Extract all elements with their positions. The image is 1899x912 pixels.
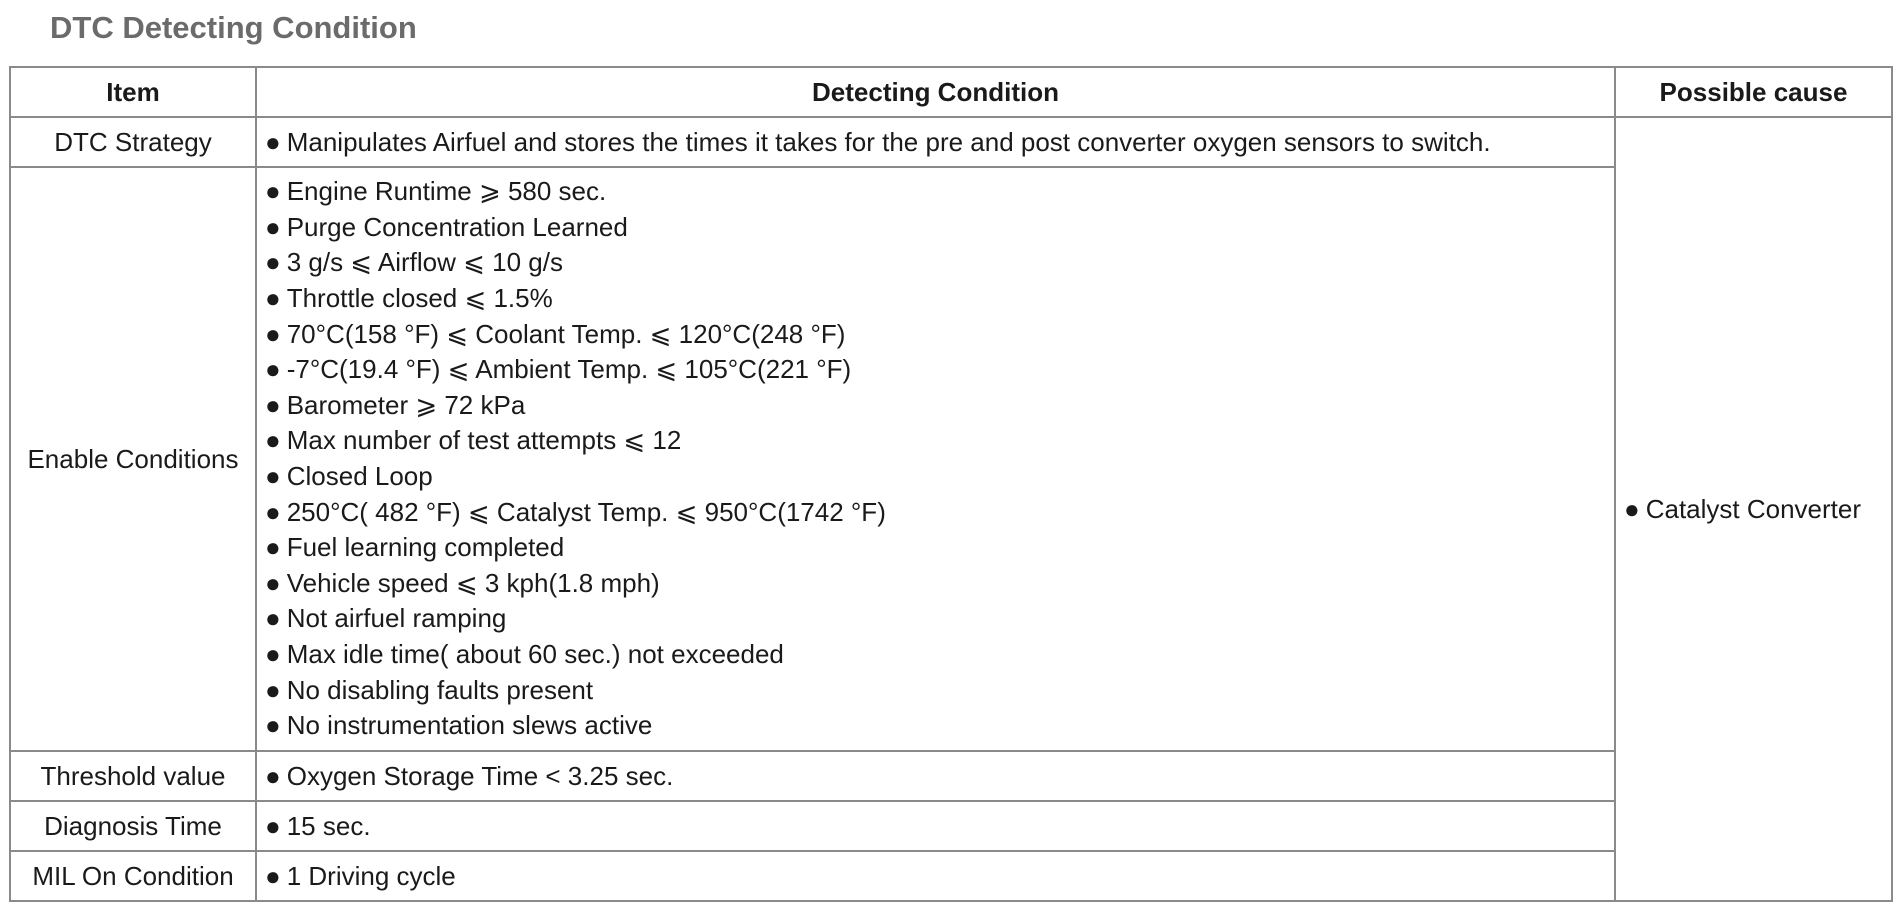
dtc-table [9, 66, 1893, 902]
list-item [265, 245, 1606, 281]
row-item-label: Enable Conditions [10, 167, 256, 751]
table-header-row [10, 67, 1892, 117]
condition-text: 1 Driving cycle [286, 861, 456, 891]
list-item [265, 673, 1606, 709]
list-item [265, 317, 1606, 353]
bullet-icon: ● [265, 176, 281, 207]
bullet-icon: ● [265, 811, 281, 841]
row-item-label: Threshold value [10, 751, 256, 801]
bullet-icon: ● [265, 496, 281, 527]
condition-text: 70°C(158 °F) ⩽ Coolant Temp. ⩽ 120°C(248 °F) [286, 318, 846, 349]
possible-cause-cell [1615, 117, 1892, 901]
list-item [265, 601, 1606, 637]
condition-text: Vehicle speed ⩽ 3 kph(1.8 mph) [286, 567, 660, 598]
table-row [10, 851, 1892, 901]
header-detecting-condition: Detecting Condition [256, 67, 1615, 117]
row-conditions [256, 167, 1615, 751]
bullet-icon: ● [265, 461, 281, 491]
bullet-icon: ● [265, 211, 281, 242]
list-item [265, 210, 1606, 246]
bullet-icon: ● [265, 567, 281, 598]
row-conditions [256, 117, 1615, 167]
list-item [265, 495, 1606, 531]
bullet-icon: ● [265, 710, 281, 741]
condition-text: 250°C( 482 °F) ⩽ Catalyst Temp. ⩽ 950°C(1742 °F) [286, 496, 886, 527]
condition-text: Barometer ⩾ 72 kPa [286, 389, 526, 420]
condition-text: Max idle time( about 60 sec.) not exceeded [286, 638, 784, 669]
header-possible-cause: Possible cause [1615, 67, 1892, 117]
condition-text: Purge Concentration Learned [286, 211, 628, 242]
page-title: DTC Detecting Condition [50, 10, 417, 45]
condition-text: Throttle closed ⩽ 1.5% [286, 283, 553, 314]
row-conditions [256, 751, 1615, 801]
bullet-icon: ● [265, 532, 281, 563]
table-row [10, 801, 1892, 851]
header-item: Item [10, 67, 256, 117]
condition-text: Closed Loop [286, 461, 433, 491]
condition-text: Oxygen Storage Time < 3.25 sec. [286, 761, 674, 791]
row-conditions [256, 851, 1615, 901]
bullet-icon: ● [1624, 494, 1640, 524]
bullet-icon: ● [265, 389, 281, 420]
bullet-icon: ● [265, 247, 281, 278]
table-row [10, 167, 1892, 751]
table-row [10, 117, 1892, 167]
condition-text: 3 g/s ⩽ Airflow ⩽ 10 g/s [286, 247, 563, 278]
condition-text: Fuel learning completed [286, 532, 565, 563]
condition-text: Manipulates Airfuel and stores the times it takes for the pre and post converter oxygen sensors to switch. [286, 127, 1491, 157]
bullet-icon: ● [265, 318, 281, 349]
list-item [265, 566, 1606, 602]
condition-text: Max number of test attempts ⩽ 12 [286, 425, 682, 456]
list-item [265, 459, 1606, 495]
bullet-icon: ● [265, 425, 281, 456]
table-row [10, 751, 1892, 801]
row-item-label: MIL On Condition [10, 851, 256, 901]
condition-text: -7°C(19.4 °F) ⩽ Ambient Temp. ⩽ 105°C(221 °F) [286, 354, 852, 385]
list-item [265, 174, 1606, 210]
enable-conditions-list [265, 174, 1606, 744]
bullet-icon: ● [265, 761, 281, 791]
condition-text: Engine Runtime ⩾ 580 sec. [286, 176, 607, 207]
bullet-icon: ● [265, 283, 281, 314]
row-item-label: DTC Strategy [10, 117, 256, 167]
bullet-icon: ● [265, 354, 281, 385]
list-item [265, 388, 1606, 424]
possible-cause-text: Catalyst Converter [1645, 494, 1862, 524]
list-item [265, 281, 1606, 317]
list-item [265, 530, 1606, 566]
condition-text: 15 sec. [286, 811, 371, 841]
list-item [265, 423, 1606, 459]
row-item-label: Diagnosis Time [10, 801, 256, 851]
list-item [265, 637, 1606, 673]
bullet-icon: ● [265, 127, 281, 157]
bullet-icon: ● [265, 638, 281, 669]
condition-text: No disabling faults present [286, 674, 594, 705]
bullet-icon: ● [265, 603, 281, 634]
condition-text: No instrumentation slews active [286, 710, 653, 741]
bullet-icon: ● [265, 674, 281, 705]
condition-text: Not airfuel ramping [286, 603, 507, 634]
bullet-icon: ● [265, 861, 281, 891]
row-conditions [256, 801, 1615, 851]
list-item [265, 352, 1606, 388]
list-item [265, 708, 1606, 744]
